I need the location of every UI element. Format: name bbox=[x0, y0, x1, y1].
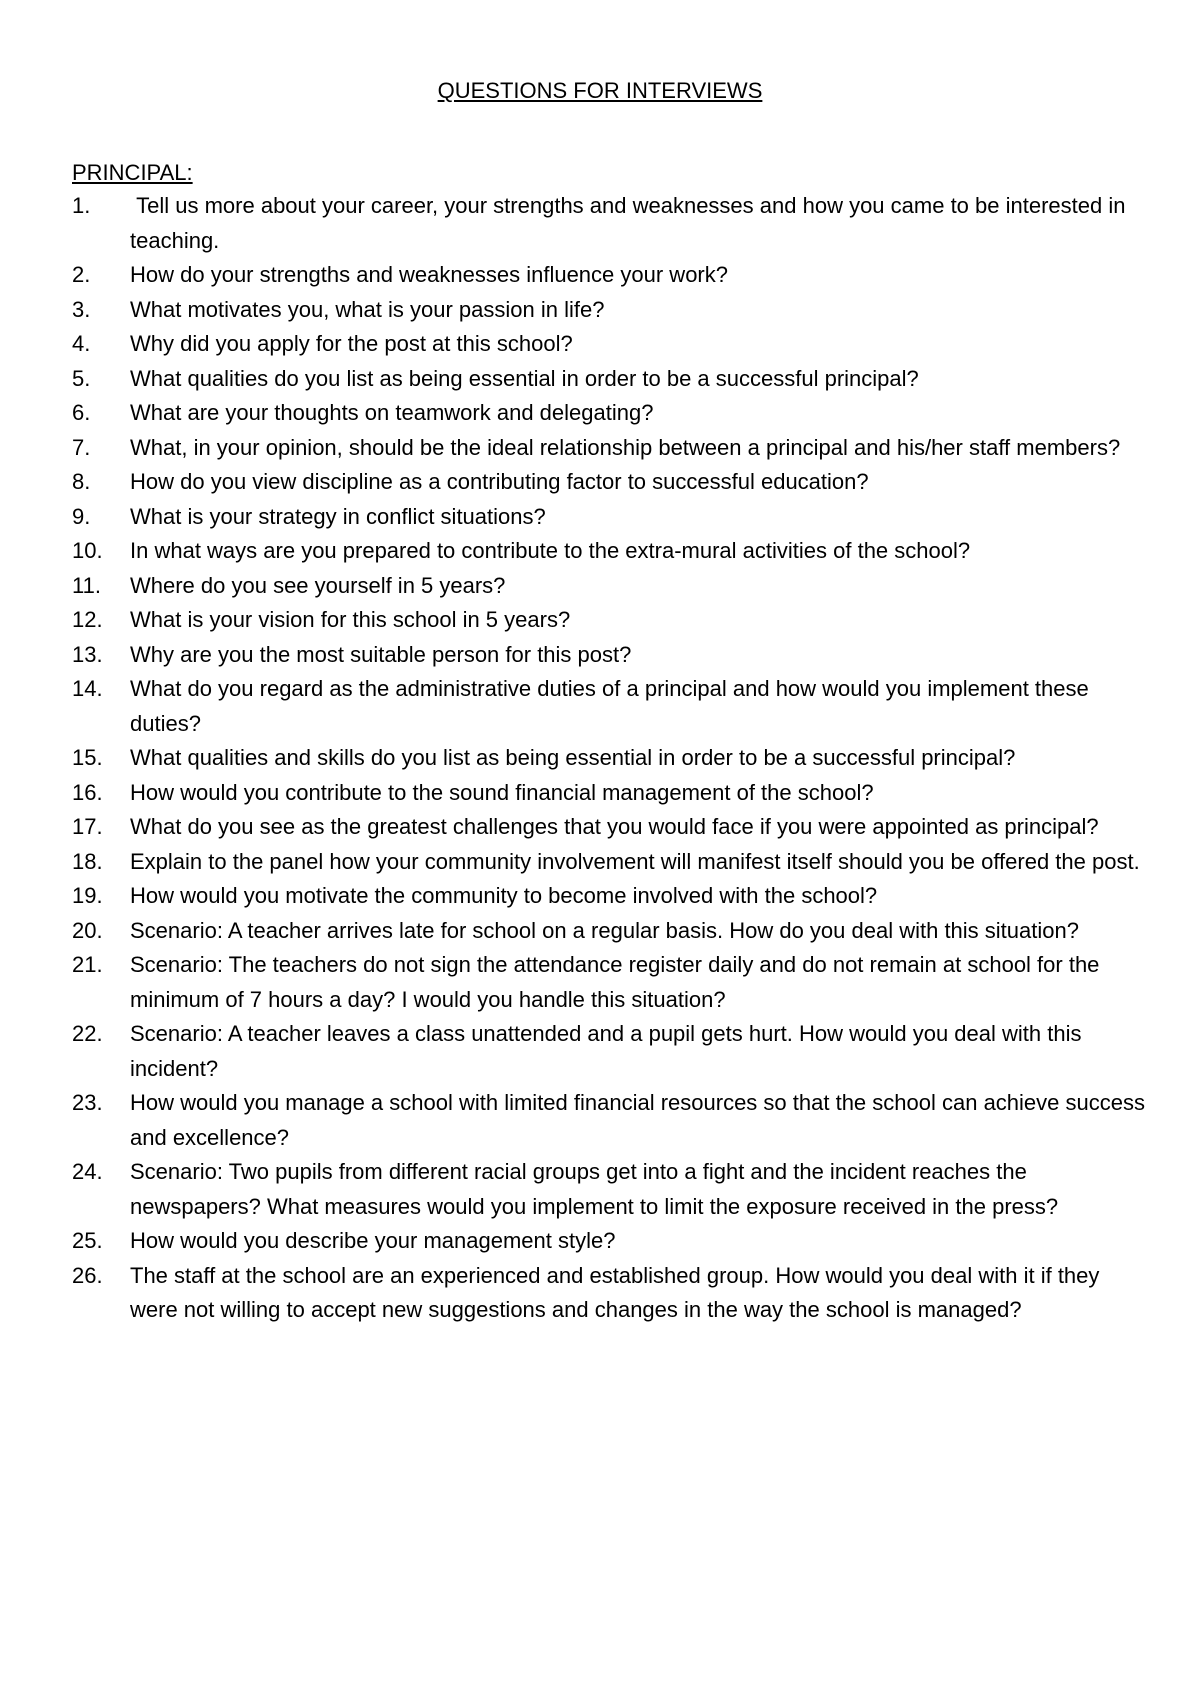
question-text: What qualities and skills do you list as being essential in order to be a successful principal? bbox=[130, 745, 1016, 770]
question-number: 10. bbox=[72, 538, 103, 563]
question-text: How would you manage a school with limited financial resources so that the school can achieve success and excellence? bbox=[130, 1090, 1145, 1150]
question-list bbox=[72, 189, 1152, 1328]
question-text: What is your strategy in conflict situations? bbox=[130, 503, 546, 529]
question-text: What do you regard as the administrative duties of a principal and how would you implement these duties? bbox=[130, 676, 1089, 736]
question-item bbox=[72, 1017, 1152, 1086]
question-text: What, in your opinion, should be the ideal relationship between a principal and his/her staff members? bbox=[130, 434, 1121, 460]
question-number: 11. bbox=[72, 572, 101, 598]
question-item bbox=[72, 1224, 1152, 1259]
question-item bbox=[72, 569, 1152, 604]
question-item bbox=[72, 1086, 1152, 1155]
question-item bbox=[72, 396, 1152, 431]
question-number: 21. bbox=[72, 952, 103, 977]
question-number: 4. bbox=[72, 331, 91, 356]
question-number: 20. bbox=[72, 917, 103, 943]
question-number: 14. bbox=[72, 676, 103, 701]
question-number: 16. bbox=[72, 779, 103, 805]
question-item bbox=[72, 500, 1152, 535]
question-item bbox=[72, 810, 1152, 845]
question-text: Scenario: A teacher leaves a class unattended and a pupil gets hurt. How would you deal with this incident? bbox=[130, 1021, 1082, 1081]
question-item bbox=[72, 362, 1152, 397]
question-text: How would you motivate the community to become involved with the school? bbox=[130, 883, 878, 908]
question-number: 12. bbox=[72, 607, 103, 632]
question-text: Scenario: Two pupils from different racial groups get into a fight and the incident reaches the newspapers? What measures would you implement to limit the exposure received in the press? bbox=[130, 1159, 1059, 1219]
document-title: QUESTIONS FOR INTERVIEWS bbox=[437, 78, 763, 103]
question-item bbox=[72, 845, 1152, 880]
section-heading-principal: PRINCIPAL: bbox=[72, 160, 193, 185]
question-number: 7. bbox=[72, 434, 91, 460]
question-text: What is your vision for this school in 5 years? bbox=[130, 607, 571, 632]
question-number: 19. bbox=[72, 883, 103, 908]
question-text: How would you contribute to the sound financial management of the school? bbox=[130, 779, 874, 805]
question-text: How do your strengths and weaknesses influence your work? bbox=[130, 262, 728, 287]
question-item bbox=[72, 327, 1152, 362]
question-item bbox=[72, 948, 1152, 1017]
question-number: 2. bbox=[72, 262, 91, 287]
question-text: The staff at the school are an experienced and established group. How would you deal with it if they were not willing to accept new suggestions and changes in the way the school is managed? bbox=[130, 1262, 1100, 1322]
question-number: 18. bbox=[72, 848, 103, 874]
question-text: Tell us more about your career, your strengths and weaknesses and how you came to be interested in teaching. bbox=[130, 193, 1132, 253]
question-item bbox=[72, 672, 1152, 741]
question-item bbox=[72, 465, 1152, 500]
question-number: 26. bbox=[72, 1262, 103, 1288]
question-number: 13. bbox=[72, 641, 103, 667]
question-number: 23. bbox=[72, 1090, 103, 1115]
question-number: 15. bbox=[72, 745, 103, 770]
question-number: 9. bbox=[72, 503, 91, 529]
question-text: In what ways are you prepared to contribute to the extra-mural activities of the school? bbox=[130, 538, 971, 563]
question-number: 24. bbox=[72, 1159, 103, 1184]
question-item bbox=[72, 258, 1152, 293]
question-number: 5. bbox=[72, 365, 91, 391]
question-item bbox=[72, 293, 1152, 328]
question-text: How would you describe your management style? bbox=[130, 1228, 616, 1253]
question-text: What motivates you, what is your passion in life? bbox=[130, 296, 605, 322]
question-number: 8. bbox=[72, 469, 91, 494]
question-number: 1. bbox=[72, 193, 91, 218]
question-item bbox=[72, 1155, 1152, 1224]
question-text: Scenario: The teachers do not sign the attendance register daily and do not remain at school for the minimum of 7 hours a day? I would you handle this situation? bbox=[130, 952, 1100, 1012]
question-item bbox=[72, 603, 1152, 638]
question-text: Where do you see yourself in 5 years? bbox=[130, 572, 506, 598]
question-item bbox=[72, 776, 1152, 811]
question-number: 3. bbox=[72, 296, 91, 322]
question-number: 25. bbox=[72, 1228, 103, 1253]
question-item bbox=[72, 431, 1152, 466]
question-text: What are your thoughts on teamwork and delegating? bbox=[130, 400, 654, 425]
question-text: How do you view discipline as a contributing factor to successful education? bbox=[130, 469, 869, 494]
question-item bbox=[72, 638, 1152, 673]
question-item bbox=[72, 879, 1152, 914]
question-item bbox=[72, 914, 1152, 949]
question-number: 6. bbox=[72, 400, 91, 425]
question-item bbox=[72, 741, 1152, 776]
question-number: 22. bbox=[72, 1021, 103, 1046]
question-item bbox=[72, 1259, 1152, 1328]
question-text: Scenario: A teacher arrives late for school on a regular basis. How do you deal with this situation? bbox=[130, 917, 1079, 943]
question-text: What qualities do you list as being essential in order to be a successful principal? bbox=[130, 365, 919, 391]
question-text: Why are you the most suitable person for this post? bbox=[130, 641, 632, 667]
question-text: Explain to the panel how your community involvement will manifest itself should you be offered the post. bbox=[130, 848, 1140, 874]
question-item bbox=[72, 534, 1152, 569]
question-item bbox=[72, 189, 1152, 258]
question-text: What do you see as the greatest challenges that you would face if you were appointed as principal? bbox=[130, 814, 1099, 839]
question-text: Why did you apply for the post at this school? bbox=[130, 331, 573, 356]
question-number: 17. bbox=[72, 814, 103, 839]
